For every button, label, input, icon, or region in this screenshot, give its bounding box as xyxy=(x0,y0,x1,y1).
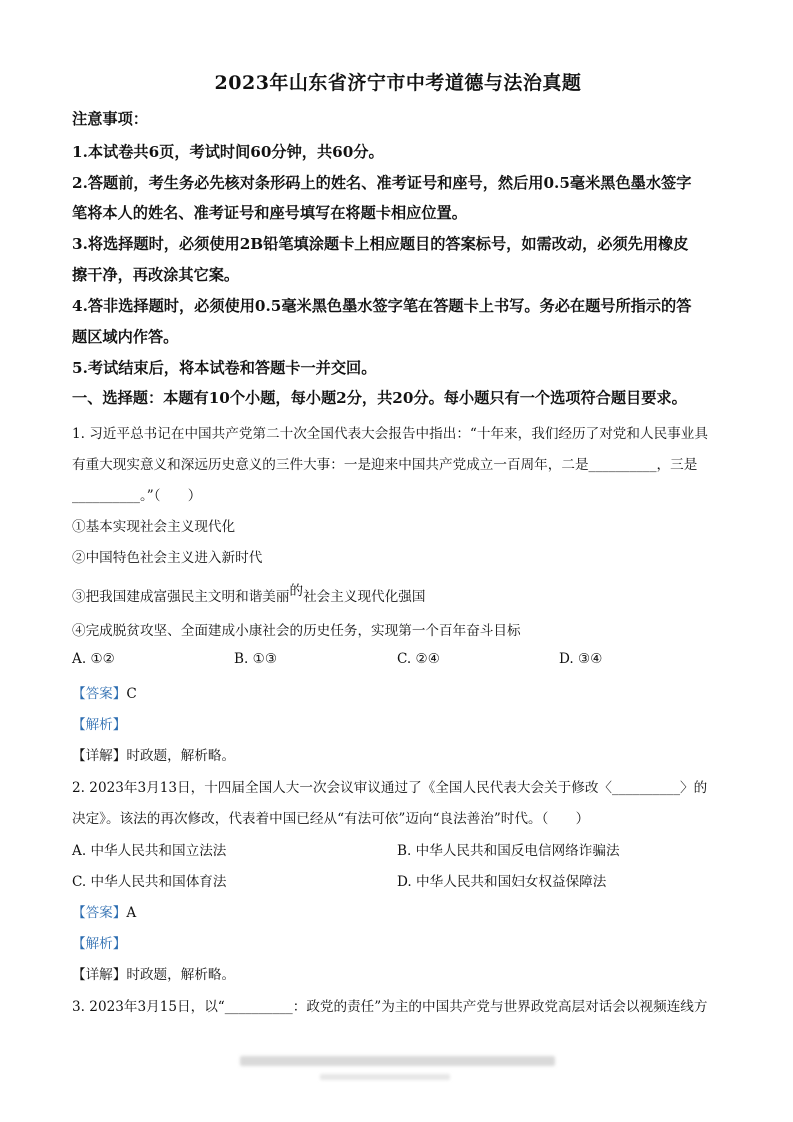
section-heading: 一、选择题：本题有10个小题，每小题2分，共20分。每小题只有一个选项符合题目要求。 xyxy=(72,389,687,407)
option-c: C. ②④ xyxy=(397,651,440,667)
answer-value: C xyxy=(126,686,137,702)
notice-line: 4.答非选择题时，必须使用0.5毫米黑色墨水签字笔在答题卡上书写。务必在题号所指示的答 xyxy=(72,297,692,315)
notice-line: 题区域内作答。 xyxy=(72,328,179,346)
question-1-item: ①基本实现社会主义现代化 xyxy=(72,519,236,535)
option-d: D. ③④ xyxy=(559,651,603,667)
detail-tag: 【详解】 xyxy=(72,748,127,764)
analysis-tag: 【解析】 xyxy=(72,936,127,952)
item-text: 社会主义现代化强国 xyxy=(303,589,426,605)
option-a: A. ①② xyxy=(72,651,115,667)
detail-line xyxy=(72,744,235,764)
answer-tag: 【答案】 xyxy=(72,905,127,921)
question-2-text: 决定》。该法的再次修改，代表着中国已经从“有法可依”迈向“良法善治”时代。（ ） xyxy=(72,811,590,827)
item-superscript: 的 xyxy=(289,583,304,599)
answer-line xyxy=(72,682,137,702)
option-b: B. ①③ xyxy=(234,651,278,667)
answer-line xyxy=(72,901,136,921)
detail-tag: 【详解】 xyxy=(72,967,127,983)
page-title: 2023年山东省济宁市中考道德与法治真题 xyxy=(214,72,582,94)
notice-line: 擦干净，再改涂其它案。 xyxy=(72,266,240,284)
option-b: B. 中华人民共和国反电信网络诈骗法 xyxy=(397,843,620,859)
question-1-text: __________。”（ ） xyxy=(72,488,202,504)
footer-watermark xyxy=(240,1056,555,1066)
question-1-item: ④完成脱贫攻坚、全面建成小康社会的历史任务，实现第一个百年奋斗目标 xyxy=(72,623,521,639)
notice-line: 1.本试卷共6页，考试时间60分钟，共60分。 xyxy=(72,143,384,161)
answer-value: A xyxy=(126,905,137,921)
notice-line: 3.将选择题时，必须使用2B铅笔填涂题卡上相应题目的答案标号，如需改动，必须先用橡皮 xyxy=(72,235,689,253)
question-3-text: 3. 2023年3月15日，以“__________：政党的责任”为主的中国共产党与世界政党高层对话会以视频连线方 xyxy=(72,999,708,1015)
notice-line: 2.答题前，考生务必先核对条形码上的姓名、准考证号和座号，然后用0.5毫米黑色墨水签字 xyxy=(72,174,692,192)
detail-text: 时政题，解析略。 xyxy=(126,967,236,983)
option-c: C. 中华人民共和国体育法 xyxy=(72,874,227,890)
detail-line xyxy=(72,963,235,983)
question-1-text: 有重大现实意义和深远历史意义的三件大事：一是迎来中国共产党成立一百周年，二是__________，三是 xyxy=(72,457,698,473)
notice-line: 笔将本人的姓名、准考证号和座号填写在将题卡相应位置。 xyxy=(72,204,467,222)
detail-text: 时政题，解析略。 xyxy=(126,748,236,764)
footer-watermark xyxy=(320,1074,450,1080)
question-1-item xyxy=(72,585,425,605)
question-2-text: 2. 2023年3月13日，十四届全国人大一次会议审议通过了《全国人民代表大会关于修改〈__________〉的 xyxy=(72,780,708,796)
item-text: ③把我国建成富强民主文明和谐美丽 xyxy=(72,589,290,605)
option-a: A. 中华人民共和国立法法 xyxy=(72,843,227,859)
answer-tag: 【答案】 xyxy=(72,686,127,702)
notice-header: 注意事项： xyxy=(72,110,148,128)
notice-line: 5.考试结束后，将本试卷和答题卡一并交回。 xyxy=(72,359,377,377)
question-1-text: 1. 习近平总书记在中国共产党第二十次全国代表大会报告中指出：“十年来，我们经历了对党和人民事业具 xyxy=(72,426,708,442)
option-d: D. 中华人民共和国妇女权益保障法 xyxy=(397,874,607,890)
question-1-item: ②中国特色社会主义进入新时代 xyxy=(72,550,263,566)
analysis-tag: 【解析】 xyxy=(72,717,127,733)
